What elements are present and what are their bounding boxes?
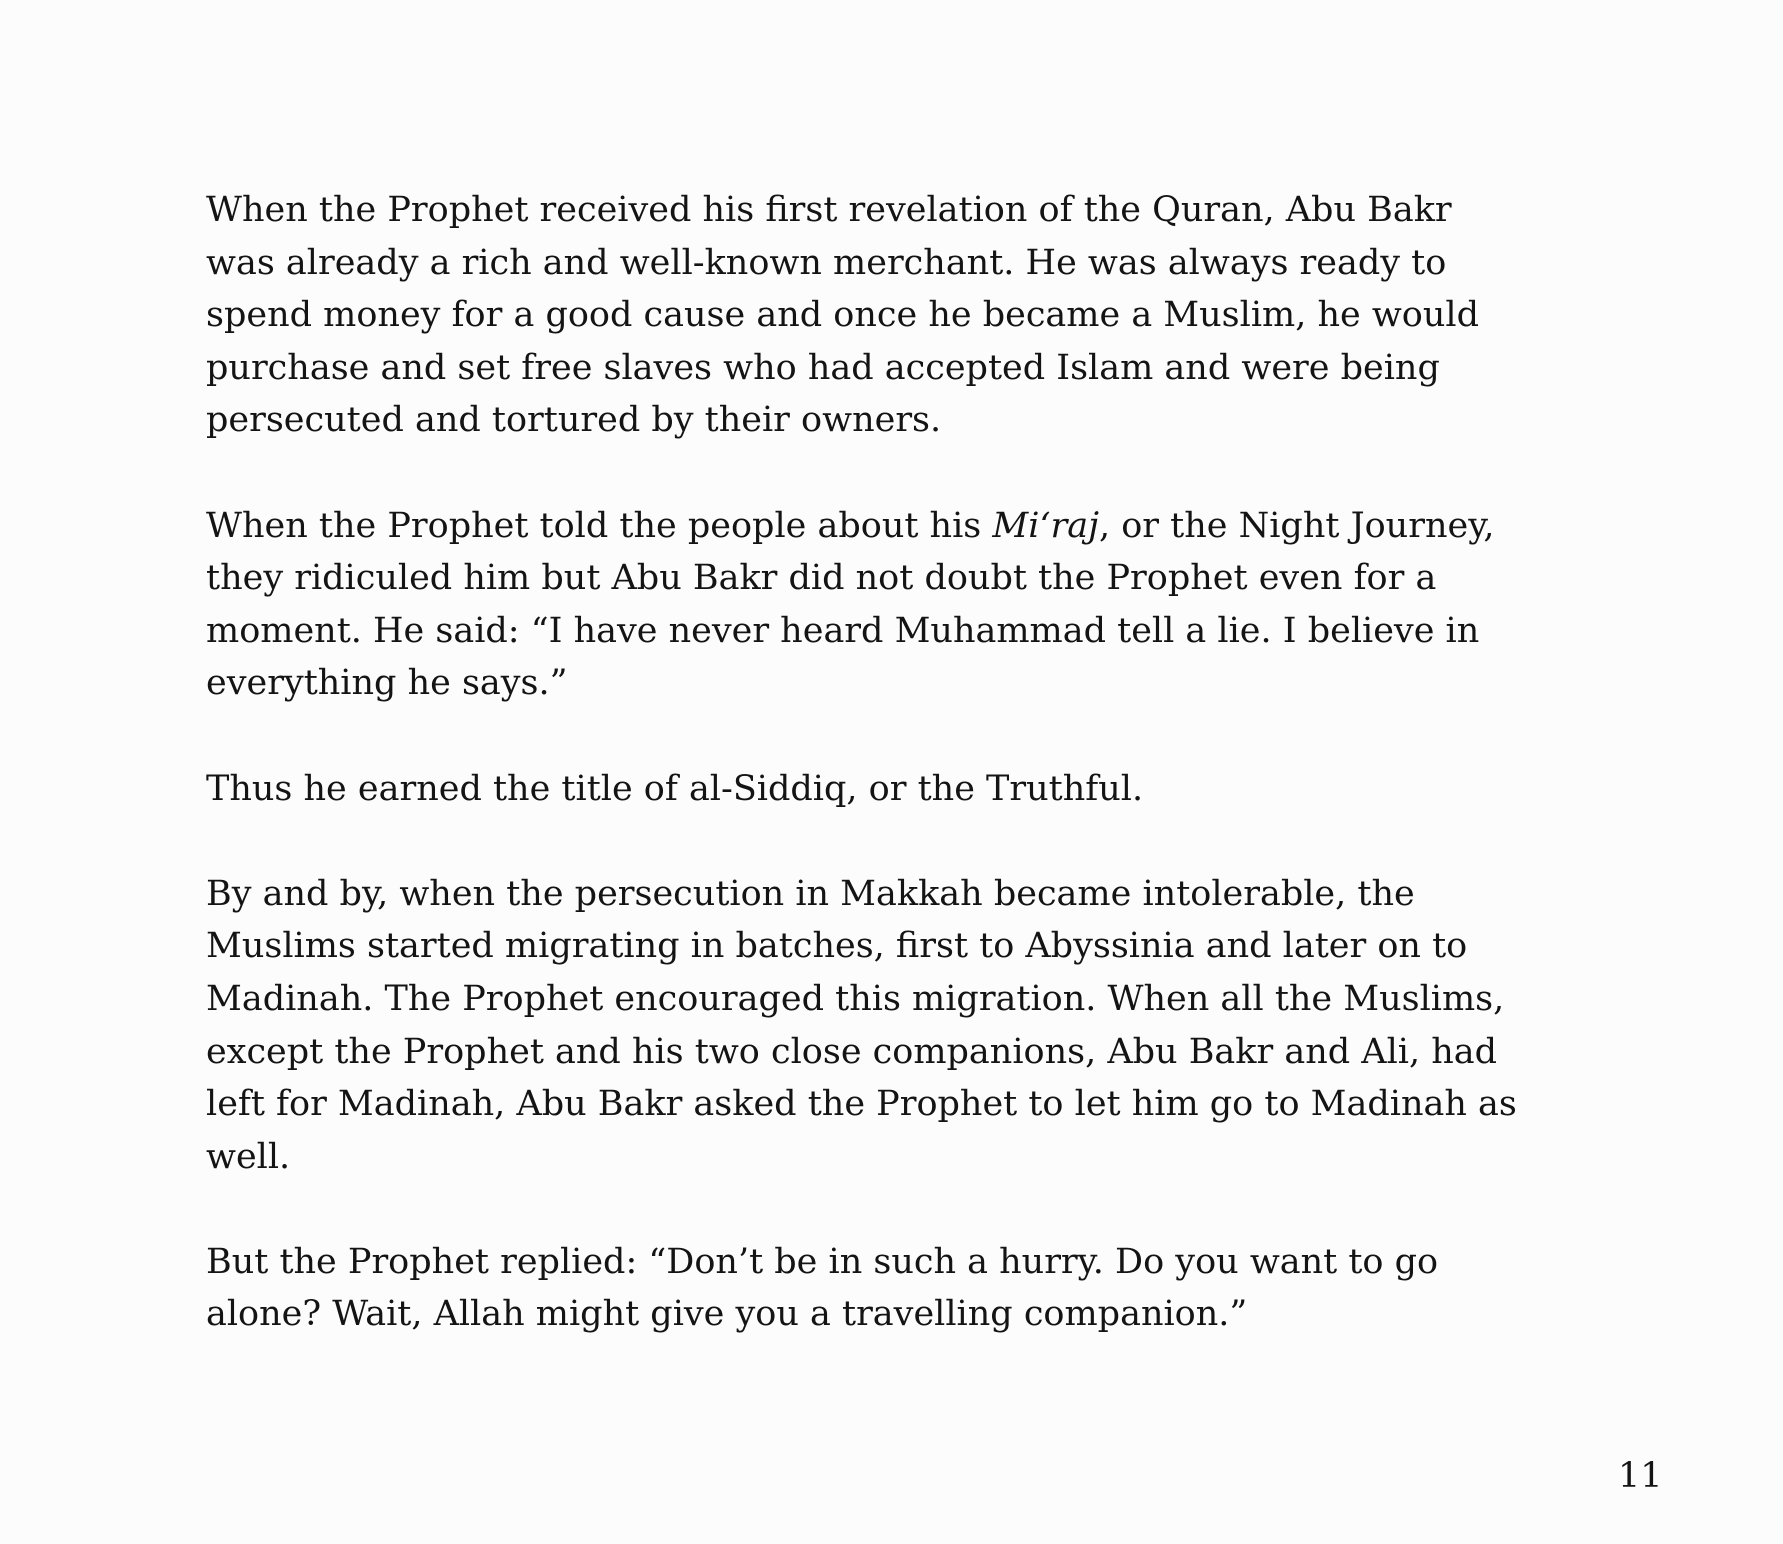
text-line: except the Prophet and his two close companions, Abu Bakr and Ali, had <box>206 1031 1498 1072</box>
text-line: purchase and set free slaves who had accepted Islam and were being <box>206 347 1440 388</box>
paragraph-4 <box>206 868 1546 1184</box>
body-text <box>206 184 1546 1394</box>
text-segment: When the Prophet told the people about his <box>206 505 993 546</box>
text-line: By and by, when the persecution in Makkah became intolerable, the <box>206 873 1415 914</box>
text-line: When the Prophet received his first revelation of the Quran, Abu Bakr <box>206 190 1452 230</box>
text-line: Thus he earned the title of al-Siddiq, or the Truthful. <box>206 768 1144 809</box>
page-number: 11 <box>1618 1456 1663 1496</box>
paragraph-2 <box>206 500 1546 710</box>
text-line: Muslims started migrating in batches, first to Abyssinia and later on to <box>206 926 1468 967</box>
text-line: But the Prophet replied: “Don’t be in such a hurry. Do you want to go <box>206 1241 1439 1282</box>
paragraph-5 <box>206 1236 1546 1341</box>
text-line: Madinah. The Prophet encouraged this migration. When all the Muslims, <box>206 978 1505 1019</box>
text-line: persecuted and tortured by their owners. <box>206 400 942 441</box>
text-line: alone? Wait, Allah might give you a travelling companion.” <box>206 1294 1248 1335</box>
italic-term: Mi‘raj <box>992 505 1099 546</box>
paragraph-3 <box>206 763 1546 816</box>
text-line: spend money for a good cause and once he became a Muslim, he would <box>206 295 1480 336</box>
text-line: moment. He said: “I have never heard Muhammad tell a lie. I believe in <box>206 610 1480 651</box>
paragraph-1 <box>206 184 1546 447</box>
text-segment: , or the Night Journey, <box>1098 505 1495 546</box>
text-line: they ridiculed him but Abu Bakr did not doubt the Prophet even for a <box>206 558 1437 599</box>
text-line: everything he says.” <box>206 663 568 704</box>
text-line: well. <box>206 1136 291 1177</box>
text-line: was already a rich and well-known merchant. He was always ready to <box>206 242 1447 283</box>
text-line: left for Madinah, Abu Bakr asked the Prophet to let him go to Madinah as <box>206 1084 1517 1125</box>
text-line <box>206 500 1546 553</box>
